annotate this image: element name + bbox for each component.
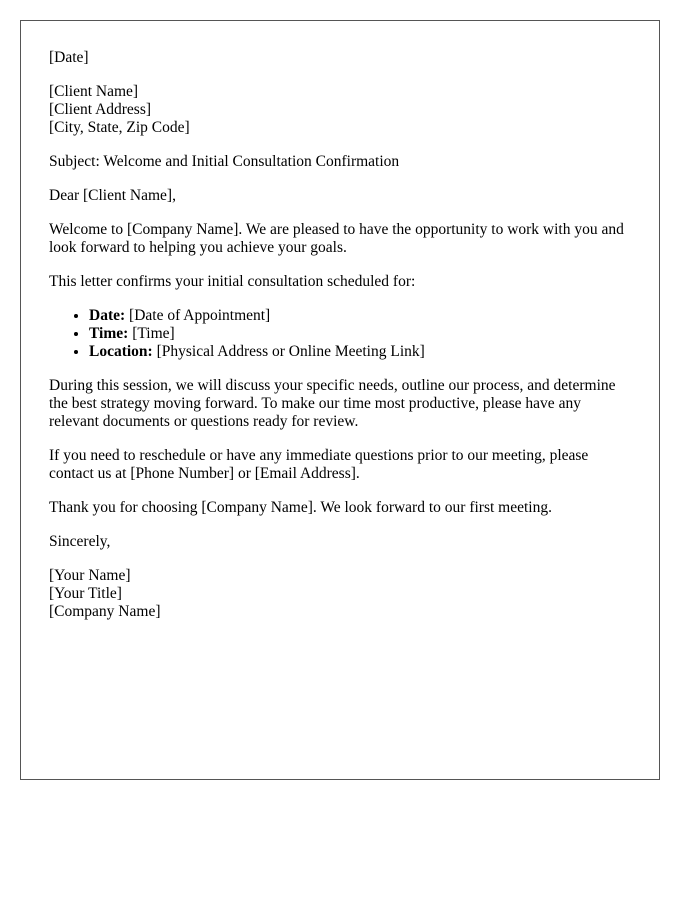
paragraph-session: During this session, we will discuss your specific needs, outline our process, and determine the best strategy moving forward. To make our time most productive, please have any relevant documents or questions ready for review. [49, 377, 616, 430]
appointment-details-list [49, 307, 631, 361]
paragraph-contact: If you need to reschedule or have any immediate questions prior to our meeting, please contact us at [Phone Number] or [Email Address]. [49, 447, 589, 482]
paragraph-confirm: This letter confirms your initial consultation scheduled for: [49, 273, 416, 290]
signature-block [49, 567, 631, 621]
letter-salutation: Dear [Client Name], [49, 187, 176, 204]
detail-time-label: Time: [89, 325, 129, 342]
recipient-address: [Client Address] [49, 101, 152, 118]
detail-time [89, 325, 631, 343]
signature-title: [Your Title] [49, 585, 122, 602]
letter-page [20, 20, 660, 780]
detail-date [89, 307, 631, 325]
detail-date-label: Date: [89, 307, 126, 324]
recipient-name: [Client Name] [49, 83, 139, 100]
signature-company: [Company Name] [49, 603, 161, 620]
letter-closing: Sincerely, [49, 533, 111, 550]
detail-date-value: [Date of Appointment] [125, 307, 271, 324]
paragraph-thanks: Thank you for choosing [Company Name]. We look forward to our first meeting. [49, 499, 552, 516]
recipient-address-block [49, 83, 631, 137]
letter-date: [Date] [49, 49, 89, 66]
detail-location-value: [Physical Address or Online Meeting Link] [152, 343, 425, 360]
signature-name: [Your Name] [49, 567, 131, 584]
detail-time-value: [Time] [128, 325, 175, 342]
paragraph-welcome: Welcome to [Company Name]. We are pleased to have the opportunity to work with you and look forward to helping you achieve your goals. [49, 221, 624, 256]
recipient-city-state-zip: [City, State, Zip Code] [49, 119, 190, 136]
detail-location [89, 343, 631, 361]
letter-subject: Subject: Welcome and Initial Consultation Confirmation [49, 153, 400, 170]
detail-location-label: Location: [89, 343, 153, 360]
